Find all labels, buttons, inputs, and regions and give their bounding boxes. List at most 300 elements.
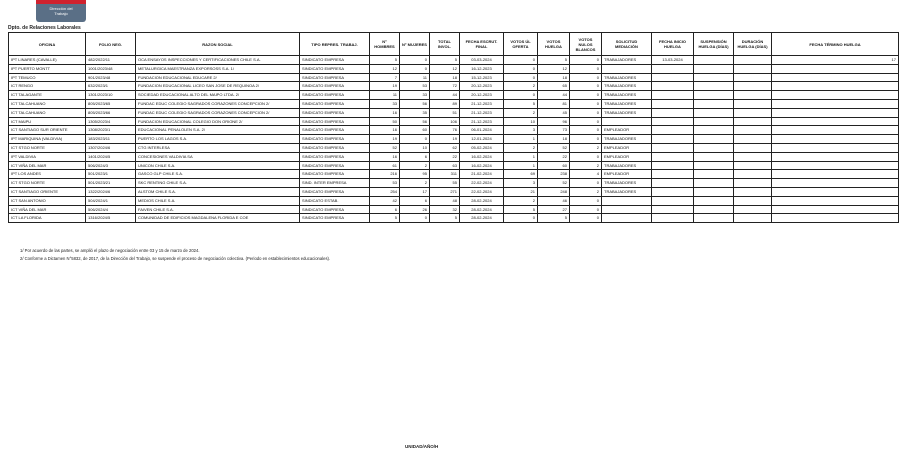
table-cell <box>734 214 772 223</box>
table-row <box>9 170 899 179</box>
footnote-1: 1/ Por acuerdo de las partes, se amplió el plazo de negociación entre 03 y 15 de marzo de 2024. <box>20 248 200 253</box>
table-cell <box>772 91 899 100</box>
table-cell: 501/2023/1 <box>86 170 136 179</box>
table-row <box>9 82 899 91</box>
table-cell: 0 <box>570 82 602 91</box>
table-cell <box>652 214 694 223</box>
table-cell: 0 <box>570 214 602 223</box>
table-cell <box>734 205 772 214</box>
table-cell: ICT LA FLORIDA <box>9 214 86 223</box>
table-cell: OCA ENSAYOS INSPECCIONES Y CERTIFICACIONES CHILE S.A. <box>136 56 300 65</box>
table-cell: 46 <box>538 196 570 205</box>
table-cell: 311 <box>430 170 460 179</box>
table-row <box>9 73 899 82</box>
table-cell <box>734 82 772 91</box>
table-cell: 632/2023/1 <box>86 82 136 91</box>
table-row <box>9 196 899 205</box>
table-cell: SINDICATO ESTAB. <box>300 196 370 205</box>
table-cell: TRABAJADORES <box>602 91 652 100</box>
table-cell: SINDICATO EMPRESA <box>300 135 370 144</box>
table-cell <box>652 152 694 161</box>
table-cell: 5 <box>538 214 570 223</box>
table-cell: 62 <box>430 143 460 152</box>
table-cell <box>734 143 772 152</box>
table-cell: 11 <box>370 91 400 100</box>
table-cell <box>734 196 772 205</box>
table-cell: 3 <box>504 126 538 135</box>
table-row <box>9 56 899 65</box>
table-cell <box>772 64 899 73</box>
table-cell: FUNDAC EDUC COLEGIO SAGRADOS CORAZONES CONCEPCION 2/ <box>136 99 300 108</box>
table-cell: 1316/2024/5 <box>86 214 136 223</box>
table-cell: FAIVEN CHILE S.A. <box>136 205 300 214</box>
table-cell: SINDICATO EMPRESA <box>300 161 370 170</box>
table-cell: 6 <box>400 196 430 205</box>
table-cell: 56 <box>400 117 430 126</box>
table-cell <box>734 170 772 179</box>
table-cell: EMPLEADOR <box>602 170 652 179</box>
table-cell: 17 <box>400 187 430 196</box>
table-cell: IPT PUERTO MONTT <box>9 64 86 73</box>
table-cell: 05-02-2024 <box>460 143 504 152</box>
table-row <box>9 108 899 117</box>
table-cell <box>772 135 899 144</box>
table-cell: 0 <box>400 64 430 73</box>
table-cell: 0 <box>400 56 430 65</box>
strike-negotiations-table <box>8 32 899 223</box>
table-cell: 0 <box>570 135 602 144</box>
direccion-del-trabajo-logo <box>36 0 86 22</box>
table-cell: 69 <box>504 170 538 179</box>
table-header-row <box>9 33 899 56</box>
table-cell: 65 <box>538 82 570 91</box>
table-cell <box>772 117 899 126</box>
table-cell: 72 <box>430 82 460 91</box>
table-cell: 1001/2023/48 <box>86 64 136 73</box>
table-cell <box>694 126 734 135</box>
table-cell: IPT VALDIVIA <box>9 152 86 161</box>
department-label: Dpto. de Relaciones Laborales <box>8 25 81 31</box>
table-cell: ICT SANTIAGO ORIENTE <box>9 187 86 196</box>
table-cell: 96 <box>538 117 570 126</box>
table-cell: 504/2024/1 <box>86 196 136 205</box>
table-cell: TRABAJADORES <box>602 73 652 82</box>
table-cell: 33 <box>400 91 430 100</box>
table-cell <box>772 161 899 170</box>
table-cell: 2 <box>400 179 430 188</box>
table-cell: 0 <box>570 91 602 100</box>
table-cell: 0 <box>400 135 430 144</box>
table-cell <box>772 205 899 214</box>
table-cell: 1305/2023/4 <box>86 117 136 126</box>
table-cell: ICT VIÑA DEL MAR <box>9 205 86 214</box>
table-cell: 7 <box>370 73 400 82</box>
table-cell <box>734 117 772 126</box>
table-cell: SINDICATO EMPRESA <box>300 99 370 108</box>
table-cell: 60 <box>538 161 570 170</box>
table-cell <box>772 126 899 135</box>
table-cell: 32 <box>430 205 460 214</box>
table-row <box>9 99 899 108</box>
table-cell: 1322/2024/6 <box>86 187 136 196</box>
page-footer: UNIDAD/AÑO/H <box>405 444 439 449</box>
logo-flag-stripe <box>36 0 86 4</box>
table-cell: 0 <box>504 214 538 223</box>
table-cell: 901/2023/48 <box>86 73 136 82</box>
table-cell <box>652 170 694 179</box>
table-cell: 0 <box>570 126 602 135</box>
table-cell: 89 <box>430 99 460 108</box>
table-cell <box>652 64 694 73</box>
table-cell <box>694 205 734 214</box>
table-cell: SINDICATO EMPRESA <box>300 205 370 214</box>
table-cell: 0 <box>570 73 602 82</box>
column-header: FECHA ESCRUT. FINAL <box>460 33 504 56</box>
table-cell: 16 <box>370 126 400 135</box>
footnote-2: 2/ Conforme a Dictamen N°5832, de 2017, de la Dirección del Trabajo, se suspende el proceso de negociación colectiva. (Periodo en establecimientos educacionales). <box>20 256 331 261</box>
table-row <box>9 143 899 152</box>
table-row <box>9 214 899 223</box>
table-cell: 501/2023/21 <box>86 179 136 188</box>
table-cell <box>772 170 899 179</box>
table-cell: 12 <box>538 64 570 73</box>
table-cell: 4 <box>570 170 602 179</box>
table-cell: 0 <box>570 117 602 126</box>
table-cell <box>694 143 734 152</box>
table-cell <box>734 73 772 82</box>
table-cell: COMUNIDAD DE EDIFICIOS MAGDALENA FLORIDA E COE <box>136 214 300 223</box>
table-cell: 52 <box>370 143 400 152</box>
table-cell: EMPLEADOR <box>602 143 652 152</box>
table-cell: 22-02-2024 <box>460 187 504 196</box>
table-cell: 506/2024/3 <box>86 161 136 170</box>
table-cell: 11 <box>400 73 430 82</box>
table-cell: 61 <box>370 161 400 170</box>
table-cell: 805/2023/65 <box>86 99 136 108</box>
table-cell: 0 <box>504 91 538 100</box>
table-cell: 16-12-2023 <box>460 64 504 73</box>
table-cell <box>652 196 694 205</box>
table-cell <box>734 64 772 73</box>
table-cell: 2 <box>400 161 430 170</box>
table-cell: 52 <box>538 179 570 188</box>
table-cell: METALURGICA MAESTRANZA EXPORSOSS S.A. 1/ <box>136 64 300 73</box>
table-cell: 2 <box>570 143 602 152</box>
table-cell <box>772 73 899 82</box>
table-cell: 03-03-2024 <box>460 56 504 65</box>
table-cell: 12 <box>430 64 460 73</box>
column-header: OFICINA <box>9 33 86 56</box>
table-cell: IPT TEMUCO <box>9 73 86 82</box>
table-cell <box>694 135 734 144</box>
table-cell: 44 <box>430 91 460 100</box>
table-cell: 20-12-2023 <box>460 91 504 100</box>
table-cell: 63 <box>430 161 460 170</box>
table-cell <box>734 126 772 135</box>
column-header: N° HOMBRES <box>370 33 400 56</box>
table-cell <box>694 73 734 82</box>
table-cell: 1307/2024/6 <box>86 143 136 152</box>
table-cell: 18 <box>538 73 570 82</box>
table-row <box>9 179 899 188</box>
table-cell: EDUCACIONAL PENALOLEN S.A. 2/ <box>136 126 300 135</box>
table-cell: 19 <box>370 82 400 91</box>
table-cell: FUNDAC EDUC COLEGIO SAGRADOS CORAZONES CONCEPCION 2/ <box>136 108 300 117</box>
table-cell: 12-01-2024 <box>460 135 504 144</box>
table-cell <box>652 143 694 152</box>
table-cell <box>694 152 734 161</box>
table-cell: 16-02-2024 <box>460 152 504 161</box>
table-cell: 16-02-2024 <box>460 161 504 170</box>
table-cell <box>772 187 899 196</box>
table-cell: 15-12-2023 <box>460 73 504 82</box>
table-cell: 21 <box>504 187 538 196</box>
table-cell <box>694 91 734 100</box>
table-cell: ALSTOM CHILE S.A. <box>136 187 300 196</box>
table-cell <box>694 64 734 73</box>
table-cell: FUNDACION EDUCACIONAL COLEGIO DON ORIONE 2/ <box>136 117 300 126</box>
table-cell: 19 <box>430 135 460 144</box>
table-cell: MEDIOS CHILE S.A. <box>136 196 300 205</box>
table-cell: EMPLEADOR <box>602 152 652 161</box>
table-cell: 106 <box>430 117 460 126</box>
table-cell <box>694 196 734 205</box>
table-cell: 16 <box>370 108 400 117</box>
table-cell: 2 <box>570 161 602 170</box>
table-cell: SIND. INTER EMPRESA <box>300 179 370 188</box>
table-cell: 52 <box>538 143 570 152</box>
table-cell: 0 <box>570 179 602 188</box>
table-cell: 81 <box>538 99 570 108</box>
table-cell: 248 <box>538 187 570 196</box>
table-cell <box>602 117 652 126</box>
table-cell <box>734 91 772 100</box>
table-cell: IPT LOS ANDES <box>9 170 86 179</box>
table-cell: 28-02-2024 <box>460 205 504 214</box>
table-cell: 5 <box>538 56 570 65</box>
table-cell: SINDICATO EMPRESA <box>300 73 370 82</box>
table-cell: ICT MAIPU <box>9 117 86 126</box>
table-cell <box>694 170 734 179</box>
table-cell: 95 <box>400 170 430 179</box>
table-cell <box>602 205 652 214</box>
column-header: FECHA TÉRMINO HUELGA <box>772 33 899 56</box>
table-cell: ICT TALCAHUANO <box>9 108 86 117</box>
table-cell: 2 <box>504 82 538 91</box>
table-cell: 1 <box>504 152 538 161</box>
table-cell: 21-02-2024 <box>460 170 504 179</box>
table-cell: 18 <box>430 73 460 82</box>
table-cell <box>734 179 772 188</box>
table-cell: 12 <box>370 64 400 73</box>
table-cell <box>652 108 694 117</box>
table-cell: 21-12-2023 <box>460 108 504 117</box>
table-cell: TRABAJADORES <box>602 161 652 170</box>
table-cell: 0 <box>400 214 430 223</box>
table-cell: 53 <box>400 82 430 91</box>
table-cell: 482/2022/11 <box>86 56 136 65</box>
table-cell <box>734 99 772 108</box>
table-cell <box>734 161 772 170</box>
table-cell: 0 <box>504 64 538 73</box>
table-cell: 51 <box>430 108 460 117</box>
table-cell: ICT SANTIAGO SUR ORIENTE <box>9 126 86 135</box>
table-cell: SINDICATO EMPRESA <box>300 56 370 65</box>
table-cell: 13-03-2024 <box>652 56 694 65</box>
table-cell: 50 <box>370 117 400 126</box>
table-cell: SINDICATO EMPRESA <box>300 143 370 152</box>
table-cell <box>652 117 694 126</box>
table-cell: 22 <box>538 152 570 161</box>
table-cell: FUNDACION EDUCACIONAL LICEO SAN JOSE DE REQUINOA 2/ <box>136 82 300 91</box>
column-header: VOTOS HUELGA <box>538 33 570 56</box>
table-cell: 6 <box>370 205 400 214</box>
table-cell: 2 <box>504 108 538 117</box>
table-cell: 06-01-2024 <box>460 126 504 135</box>
column-header: FECHA INICIO HUELGA <box>652 33 694 56</box>
table-cell: 5 <box>504 99 538 108</box>
table-cell: 73 <box>538 126 570 135</box>
table-cell: SINDICATO EMPRESA <box>300 117 370 126</box>
table-cell: 5 <box>504 205 538 214</box>
table-cell: 28-02-2024 <box>460 214 504 223</box>
table-cell: ICT STGO NORTE <box>9 143 86 152</box>
table-body <box>9 56 899 223</box>
table-cell <box>652 187 694 196</box>
table-row <box>9 152 899 161</box>
table-cell: 10 <box>400 143 430 152</box>
table-cell: 21-12-2023 <box>460 117 504 126</box>
table-cell <box>694 82 734 91</box>
table-cell: 5 <box>430 214 460 223</box>
table-cell: CTG INTERLESA <box>136 143 300 152</box>
table-cell <box>772 214 899 223</box>
table-cell: 48 <box>430 196 460 205</box>
table-cell: SINDICATO EMPRESA <box>300 64 370 73</box>
table-cell <box>694 56 734 65</box>
column-header: TIPO REPRES. TRABAJ. <box>300 33 370 56</box>
table-cell: TRABAJADORES <box>602 82 652 91</box>
table-cell <box>652 135 694 144</box>
table-cell: ICT RENGO <box>9 82 86 91</box>
table-cell: 76 <box>430 126 460 135</box>
table-cell: 2 <box>504 143 538 152</box>
table-cell: 0 <box>570 196 602 205</box>
table-cell: 238 <box>538 170 570 179</box>
table-cell: PUERTO LOS LAGOS S.A. <box>136 135 300 144</box>
table-cell: IPT LINARES (CAVALLE) <box>9 56 86 65</box>
table-row <box>9 161 899 170</box>
table-cell: 805/2023/66 <box>86 108 136 117</box>
table-cell: 35 <box>400 108 430 117</box>
table-cell <box>734 108 772 117</box>
table-cell <box>652 205 694 214</box>
table-cell: 16 <box>370 152 400 161</box>
table-row <box>9 187 899 196</box>
table-cell: TRABAJADORES <box>602 179 652 188</box>
table-cell <box>652 73 694 82</box>
table-cell: 20-12-2023 <box>460 82 504 91</box>
table-cell <box>734 135 772 144</box>
table-cell: 44 <box>538 91 570 100</box>
table-cell: 5 <box>370 214 400 223</box>
table-cell: SINDICATO EMPRESA <box>300 126 370 135</box>
table-cell <box>652 179 694 188</box>
table-cell: SOCIEDAD EDUCACIONAL ALTO DEL MAIPO LTDA. 2/ <box>136 91 300 100</box>
table-cell <box>652 161 694 170</box>
table-cell: 183/2023/11 <box>86 135 136 144</box>
table-cell <box>602 64 652 73</box>
table-cell: SINDICATO EMPRESA <box>300 82 370 91</box>
table-cell: 33 <box>370 99 400 108</box>
table-cell: 3 <box>504 179 538 188</box>
table-cell: UNICON CHILE S.A. <box>136 161 300 170</box>
table-cell: ICT VIÑA DEL MAR <box>9 161 86 170</box>
table-cell: SINDICATO EMPRESA <box>300 152 370 161</box>
table-row <box>9 117 899 126</box>
table-cell: 0 <box>504 56 538 65</box>
table-cell: 1 <box>504 161 538 170</box>
logo-text: Dirección del Trabajo <box>49 6 73 16</box>
column-header: N° MUJERES <box>400 33 430 56</box>
table-row <box>9 205 899 214</box>
table-cell <box>772 108 899 117</box>
table-cell: IPT MARIQUINA (VALDIVIA) <box>9 135 86 144</box>
table-cell: 0 <box>570 152 602 161</box>
table-cell: 22 <box>430 152 460 161</box>
table-cell: 0 <box>570 205 602 214</box>
column-header: SUSPENSIÓN HUELGA (DÍAS) <box>694 33 734 56</box>
table-cell: FUNDACION EDUCACIONAL EDUCARE 2/ <box>136 73 300 82</box>
table-cell: 53 <box>370 179 400 188</box>
table-cell: 5 <box>370 56 400 65</box>
table-cell: EMPLEADOR <box>602 126 652 135</box>
table-cell: 271 <box>430 187 460 196</box>
table-cell: 10 <box>504 117 538 126</box>
table-row <box>9 64 899 73</box>
table-cell: ICT TALCAHUANO <box>9 99 86 108</box>
table-cell <box>694 161 734 170</box>
table-cell <box>694 117 734 126</box>
table-cell <box>694 99 734 108</box>
table-cell <box>694 214 734 223</box>
table-cell <box>694 187 734 196</box>
table-cell: 2 <box>570 187 602 196</box>
table-cell: 1301/2023/10 <box>86 91 136 100</box>
table-cell: 6 <box>400 152 430 161</box>
table-cell: 216 <box>370 170 400 179</box>
table-cell: 17 <box>772 56 899 65</box>
table-cell: CONCESIONES VALDIVIA SA <box>136 152 300 161</box>
table-cell <box>694 108 734 117</box>
table-cell <box>734 187 772 196</box>
table-cell <box>734 152 772 161</box>
table-cell: 55 <box>430 179 460 188</box>
table-cell: 19 <box>370 135 400 144</box>
table-cell <box>772 143 899 152</box>
table-cell <box>652 99 694 108</box>
table-cell: 254 <box>370 187 400 196</box>
table-cell: TRABAJADORES <box>602 135 652 144</box>
table-cell <box>652 91 694 100</box>
table-cell <box>734 56 772 65</box>
table-cell: 0 <box>570 56 602 65</box>
table-cell <box>772 196 899 205</box>
table-cell <box>694 179 734 188</box>
table-cell: 26 <box>400 205 430 214</box>
table-cell: 21-12-2023 <box>460 99 504 108</box>
table-cell: SINDICATO EMPRESA <box>300 170 370 179</box>
